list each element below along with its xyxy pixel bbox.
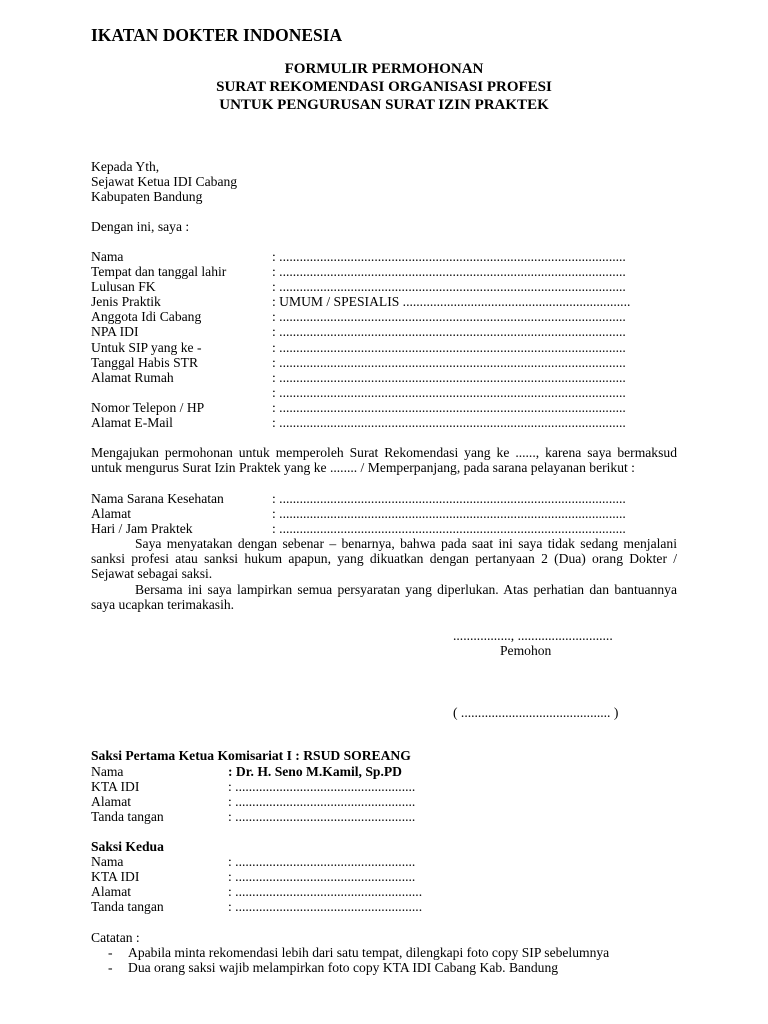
witness2-value-alamat[interactable]: : ....................................................... bbox=[228, 884, 423, 899]
witness2-heading: Saksi Kedua bbox=[91, 839, 164, 854]
bullet-dash-icon: - bbox=[108, 960, 113, 976]
field-value-tanggal-habis-str[interactable]: : ...................................................................................................... bbox=[272, 355, 626, 370]
field-label-sip-ke: Untuk SIP yang ke - bbox=[91, 340, 202, 355]
addressee-line-1: Kepada Yth, bbox=[91, 159, 160, 174]
request-paragraph bbox=[91, 445, 677, 475]
witness1-label-nama: Nama bbox=[91, 764, 124, 779]
witness2-value-tanda-tangan[interactable]: : ....................................................... bbox=[228, 899, 423, 914]
field-value-nomor-telepon[interactable]: : ...................................................................................................... bbox=[272, 400, 626, 415]
witness1-value-alamat[interactable]: : ..................................................... bbox=[228, 794, 416, 809]
field-value-jenis-praktik[interactable]: : UMUM / SPESIALIS ................................................................... bbox=[272, 294, 631, 309]
addressee-line-2: Sejawat Ketua IDI Cabang bbox=[91, 174, 238, 189]
field-value-lulusan-fk[interactable]: : ...................................................................................................... bbox=[272, 279, 626, 294]
addressee-line-3: Kabupaten Bandung bbox=[91, 189, 203, 204]
field-label-lulusan-fk: Lulusan FK bbox=[91, 279, 156, 294]
facility-label-alamat: Alamat bbox=[91, 506, 132, 521]
note-item-1 bbox=[104, 945, 609, 960]
notes-list bbox=[104, 945, 609, 975]
form-title-line-1: FORMULIR PERMOHONAN bbox=[284, 61, 484, 77]
statement-block bbox=[91, 536, 677, 612]
facility-label-nama-sarana: Nama Sarana Kesehatan bbox=[91, 491, 224, 506]
witness2-label-alamat: Alamat bbox=[91, 884, 132, 899]
field-value-npa-idi[interactable]: : ...................................................................................................... bbox=[272, 324, 626, 339]
facility-value-nama-sarana[interactable]: : ...................................................................................................... bbox=[272, 491, 626, 506]
request-text: Mengajukan permohonan untuk memperoleh Surat Rekomendasi yang ke ......, karena saya bermaksud untuk mengurus Surat Izin Praktek yang ke ........ / Memperpanjang, pada sarana pelayanan berikut : bbox=[91, 445, 677, 476]
witness2-label-kta-idi: KTA IDI bbox=[91, 869, 140, 884]
facility-label-hari-jam: Hari / Jam Praktek bbox=[91, 521, 193, 536]
signature-role: Pemohon bbox=[500, 643, 552, 658]
witness2-label-nama: Nama bbox=[91, 854, 124, 869]
witness1-label-kta-idi: KTA IDI bbox=[91, 779, 140, 794]
bullet-dash-icon: - bbox=[108, 945, 113, 960]
notes-block bbox=[104, 945, 609, 975]
facility-value-alamat[interactable]: : ...................................................................................................... bbox=[272, 506, 626, 521]
witness1-value-nama: : Dr. H. Seno M.Kamil, Sp.PD bbox=[228, 764, 402, 779]
field-label-alamat-email: Alamat E-Mail bbox=[91, 415, 173, 430]
field-label-tanggal-habis-str: Tanggal Habis STR bbox=[91, 355, 199, 370]
field-label-nomor-telepon: Nomor Telepon / HP bbox=[91, 400, 205, 415]
field-label-alamat-rumah: Alamat Rumah bbox=[91, 370, 174, 385]
field-value-tempat-tanggal-lahir[interactable]: : ...................................................................................................... bbox=[272, 264, 626, 279]
intro-text: Dengan ini, saya : bbox=[91, 219, 190, 234]
form-title-line-2: SURAT REKOMENDASI ORGANISASI PROFESI bbox=[216, 79, 552, 95]
field-label-npa-idi: NPA IDI bbox=[91, 324, 139, 339]
witness1-value-tanda-tangan[interactable]: : ..................................................... bbox=[228, 809, 416, 824]
witness1-heading: Saksi Pertama Ketua Komisariat I : RSUD SOREANG bbox=[91, 748, 411, 763]
witness2-value-nama[interactable]: : ..................................................... bbox=[228, 854, 416, 869]
note-text-1: Apabila minta rekomendasi lebih dari satu tempat, dilengkapi foto copy SIP sebelumnya bbox=[128, 945, 610, 960]
signature-name-line[interactable]: ( ............................................ ) bbox=[453, 705, 619, 720]
field-label-jenis-praktik: Jenis Praktik bbox=[91, 294, 161, 309]
field-value-alamat-email[interactable]: : ...................................................................................................... bbox=[272, 415, 626, 430]
field-value-alamat-rumah[interactable]: : ...................................................................................................... bbox=[272, 370, 626, 385]
statement-paragraph: Saya menyatakan dengan sebenar – benarnya, bahwa pada saat ini saya tidak sedang menjalani sanksi profesi atau sanksi hukum apapun, yang dikuatkan dengan pertanyaan 2 (Dua) orang Dokter / Sejawat sebagai saksi. bbox=[91, 536, 677, 582]
witness1-label-tanda-tangan: Tanda tangan bbox=[91, 809, 164, 824]
closing-paragraph: Bersama ini saya lampirkan semua persyaratan yang diperlukan. Atas perhatian dan bantuannya saya ucapkan terimakasih. bbox=[91, 581, 677, 612]
witness1-label-alamat: Alamat bbox=[91, 794, 132, 809]
note-item-2 bbox=[104, 960, 609, 975]
field-value-sip-ke[interactable]: : ...................................................................................................... bbox=[272, 340, 626, 355]
field-label-nama: Nama bbox=[91, 249, 124, 264]
note-text-2: Dua orang saksi wajib melampirkan foto copy KTA IDI Cabang Kab. Bandung bbox=[128, 960, 559, 976]
witness1-value-kta-idi[interactable]: : ..................................................... bbox=[228, 779, 416, 794]
signature-place-date[interactable]: ................., ............................ bbox=[453, 628, 613, 643]
field-label-tempat-tanggal-lahir: Tempat dan tanggal lahir bbox=[91, 264, 227, 279]
form-title-line-3: UNTUK PENGURUSAN SURAT IZIN PRAKTEK bbox=[219, 97, 549, 113]
field-value-nama[interactable]: : ...................................................................................................... bbox=[272, 249, 626, 264]
field-value-anggota-idi-cabang[interactable]: : ...................................................................................................... bbox=[272, 309, 626, 324]
field-label-anggota-idi-cabang: Anggota Idi Cabang bbox=[91, 309, 202, 324]
organization-name: IKATAN DOKTER INDONESIA bbox=[91, 25, 343, 45]
notes-heading: Catatan : bbox=[91, 930, 140, 945]
facility-value-hari-jam[interactable]: : ...................................................................................................... bbox=[272, 521, 626, 536]
witness2-value-kta-idi[interactable]: : ..................................................... bbox=[228, 869, 416, 884]
witness2-label-tanda-tangan: Tanda tangan bbox=[91, 899, 164, 914]
field-value-alamat-rumah-2[interactable]: : ...................................................................................................... bbox=[272, 385, 626, 400]
